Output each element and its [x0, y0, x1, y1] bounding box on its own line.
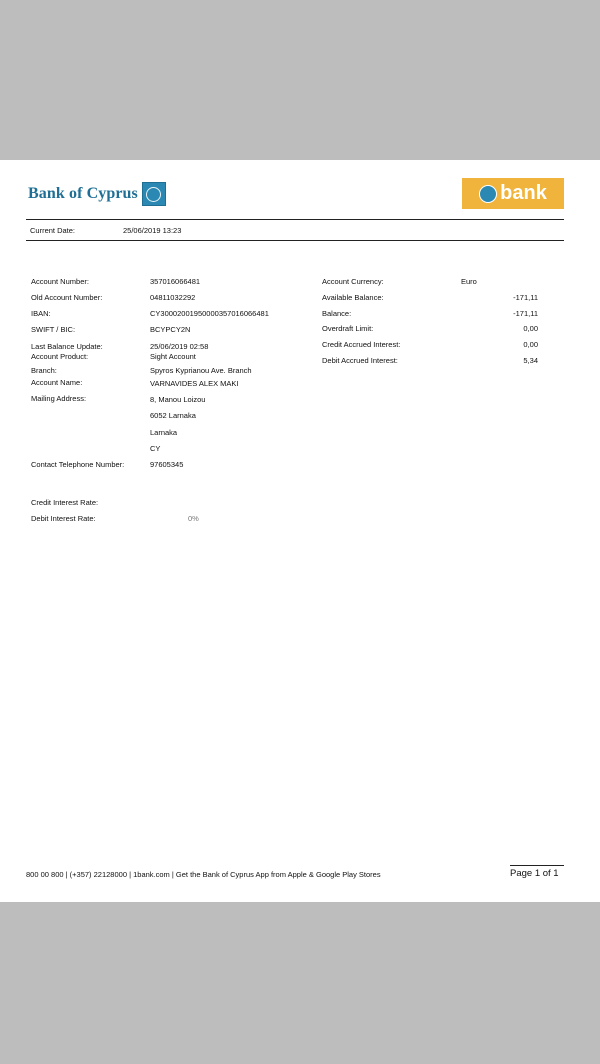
- bank-name: Bank of Cyprus: [28, 185, 138, 202]
- header-rule: [26, 219, 564, 220]
- swift-label: SWIFT / BIC:: [31, 325, 76, 334]
- credit-interest-rate-label: Credit Interest Rate:: [31, 498, 99, 507]
- account-product-value: Sight Account: [150, 352, 196, 361]
- mailing-address-line-3: Larnaka: [150, 428, 178, 437]
- statement-page: [0, 160, 600, 902]
- swift-value: BCYPCY2N: [150, 325, 191, 334]
- debit-accrued-interest-value: 5,34: [523, 356, 538, 365]
- mailing-address-line-4: CY: [150, 444, 161, 453]
- account-name-value: VARNAVIDES ALEX MAKI: [150, 379, 239, 388]
- branch-label: Branch:: [31, 366, 57, 375]
- mailing-address-line-2: 6052 Larnaka: [150, 411, 196, 420]
- account-number-label: Account Number:: [31, 277, 89, 286]
- globe-icon: [479, 185, 497, 203]
- debit-interest-rate-label: Debit Interest Rate:: [31, 514, 96, 523]
- last-balance-update-value: 25/06/2019 02:58: [150, 342, 209, 351]
- available-balance-label: Available Balance:: [322, 293, 384, 302]
- last-balance-update-label: Last Balance Update:: [31, 342, 103, 351]
- available-balance-value: -171,11: [513, 293, 538, 302]
- iban-label: IBAN:: [31, 309, 51, 318]
- old-account-number-label: Old Account Number:: [31, 293, 103, 302]
- bank-of-cyprus-logo: [28, 182, 166, 206]
- 1bank-logo: [462, 178, 564, 209]
- credit-accrued-interest-value: 0,00: [523, 340, 538, 349]
- balance-label: Balance:: [322, 309, 352, 318]
- page-number: Page 1 of 1: [510, 868, 559, 879]
- overdraft-limit-value: 0,00: [523, 324, 538, 333]
- header-rule-bottom: [26, 240, 564, 241]
- telephone-value: 97605345: [150, 460, 184, 469]
- account-name-label: Account Name:: [31, 378, 83, 387]
- account-currency-value: Euro: [461, 277, 477, 286]
- credit-accrued-interest-label: Credit Accrued Interest:: [322, 340, 401, 349]
- footer-contact: 800 00 800 | (+357) 22128000 | 1bank.com | Get the Bank of Cyprus App from Apple & Google Play Stores: [26, 870, 381, 879]
- overdraft-limit-label: Overdraft Limit:: [322, 324, 374, 333]
- mailing-address-label: Mailing Address:: [31, 394, 87, 403]
- debit-interest-rate-value: 0%: [188, 514, 199, 523]
- current-date-value: 25/06/2019 13:23: [123, 226, 182, 235]
- account-currency-label: Account Currency:: [322, 277, 384, 286]
- account-product-label: Account Product:: [31, 352, 89, 361]
- iban-value: CY30002001950000357016066481: [150, 309, 269, 318]
- bank-emblem-icon: [142, 182, 166, 206]
- telephone-label: Contact Telephone Number:: [31, 460, 125, 469]
- current-date-label: Current Date:: [30, 226, 76, 235]
- balance-value: -171,11: [513, 309, 538, 318]
- mailing-address-line-1: 8, Manou Loizou: [150, 395, 206, 404]
- footer-rule: [510, 865, 564, 866]
- 1bank-word: bank: [500, 182, 547, 204]
- account-number-value: 357016066481: [150, 277, 201, 286]
- branch-value: Spyros Kyprianou Ave. Branch: [150, 366, 252, 375]
- old-account-number-value: 04811032292: [150, 293, 196, 302]
- debit-accrued-interest-label: Debit Accrued Interest:: [322, 356, 398, 365]
